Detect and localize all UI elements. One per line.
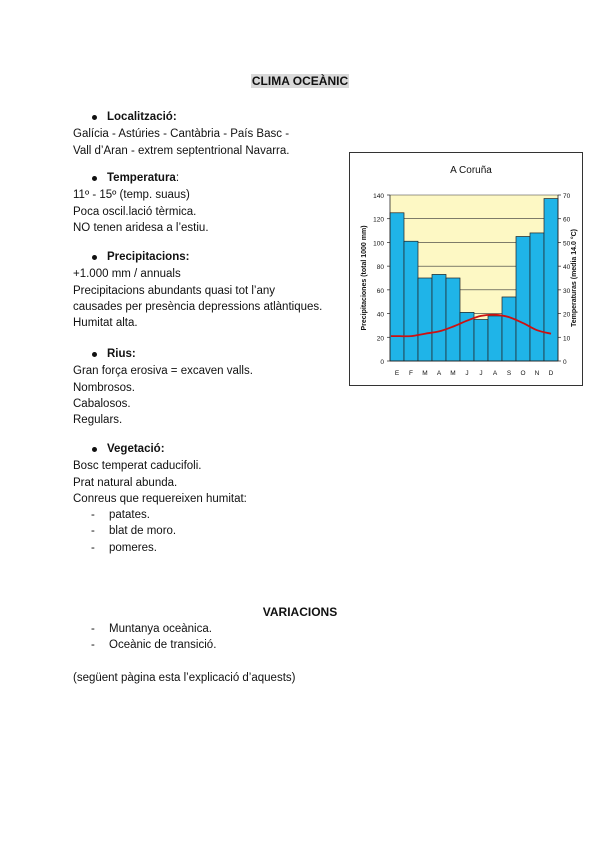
tick-label-right: 30 (563, 287, 571, 295)
precip-bar (390, 213, 404, 361)
precip-bar (418, 278, 432, 361)
text-line: causades per presència depressions atlàntiques. (73, 300, 323, 313)
precip-bar (446, 278, 460, 361)
month-label: A (436, 370, 442, 377)
text-line: Galícia - Astúries - Cantàbria - País Basc - (73, 128, 290, 141)
text-line: NO tenen aridesa a l’estiu. (73, 221, 209, 234)
variacions-list (73, 621, 373, 654)
precip-bar (516, 237, 530, 362)
precip-bar (432, 274, 446, 361)
tick-label-right: 10 (563, 335, 571, 343)
text-line: Conreus que requereixen humitat: (73, 492, 247, 505)
precip-bar (474, 320, 488, 362)
text-line: 11º - 15º (temp. suaus) (73, 189, 190, 202)
text-line: +1.000 mm / annuals (73, 268, 181, 281)
month-label: M (450, 370, 456, 377)
list-item: - pomeres. (73, 540, 353, 556)
text-line: Poca oscil.lació tèrmica. (73, 205, 197, 218)
tick-label-right: 50 (563, 240, 571, 248)
y-axis-title-right: Temperaturas (media 14.0 °C) (571, 229, 578, 327)
precip-bar (502, 297, 516, 361)
precip-bar (544, 199, 558, 361)
month-label: M (422, 370, 428, 377)
text-line: Humitat alta. (73, 317, 138, 330)
tick-label-left: 80 (376, 264, 384, 272)
tick-label-left: 20 (376, 335, 384, 343)
tick-label-left: 100 (373, 240, 384, 248)
month-label: A (492, 370, 498, 377)
section-temperatura (73, 170, 353, 236)
section-localitzacio (73, 109, 353, 159)
month-label: J (465, 370, 469, 377)
tick-label-right: 0 (563, 359, 567, 366)
list-item: - blat de moro. (73, 523, 353, 539)
precip-bar (488, 316, 502, 361)
heading-temperatura: Temperatura: (73, 170, 353, 186)
month-label: O (520, 370, 526, 377)
tick-label-right: 40 (563, 264, 571, 272)
section-vegetacio (73, 441, 353, 556)
tick-label-left: 60 (376, 287, 384, 295)
text-line: Gran força erosiva = excaven valls. (73, 365, 253, 378)
tick-label-left: 140 (373, 193, 384, 200)
precip-bar (404, 241, 418, 361)
chart-title: A Coruña (450, 165, 492, 176)
month-label: F (409, 370, 413, 377)
page-title: CLIMA OCEÀNIC (251, 74, 349, 88)
month-label: E (394, 370, 400, 377)
month-label: J (479, 370, 483, 377)
text-line: Nombrosos. (73, 381, 135, 394)
tick-label-left: 0 (380, 359, 384, 366)
section-precipitacions (73, 249, 353, 331)
month-label: D (548, 370, 554, 377)
tick-label-left: 120 (373, 216, 384, 224)
list-item: - patates. (73, 507, 353, 523)
heading-localitzacio: Localització: (73, 109, 353, 125)
list-item: - Muntanya oceànica. (73, 621, 373, 637)
precip-bar (530, 233, 544, 361)
heading-precipitacions: Precipitacions: (73, 249, 353, 265)
month-label: N (534, 370, 540, 377)
month-label: S (506, 370, 512, 377)
tick-label-left: 40 (376, 311, 384, 319)
text-line: Prat natural abunda. (73, 476, 178, 489)
text-line: Bosc temperat caducifoli. (73, 460, 202, 473)
variacions-title: VARIACIONS (262, 605, 338, 619)
y-axis-title-left: Precipitaciones (total 1000 mm) (361, 225, 368, 331)
text-line: Cabalosos. (73, 397, 131, 410)
variacions-note: (següent pàgina esta l’explicació d’aquests) (73, 672, 296, 684)
section-rius (73, 346, 353, 428)
heading-rius: Rius: (73, 346, 353, 362)
tick-label-right: 70 (563, 193, 571, 200)
tick-label-right: 20 (563, 311, 571, 319)
heading-vegetacio: Vegetació: (73, 441, 353, 457)
list-item: - Oceànic de transició. (73, 637, 373, 653)
text-line: Vall d’Aran - extrem septentrional Navarra. (73, 144, 290, 157)
text-line: Precipitacions abundants quasi tot l’any (73, 284, 276, 297)
text-line: Regulars. (73, 414, 123, 427)
tick-label-right: 60 (563, 216, 571, 224)
climate-chart (349, 152, 583, 386)
climate-chart-svg (350, 153, 582, 385)
